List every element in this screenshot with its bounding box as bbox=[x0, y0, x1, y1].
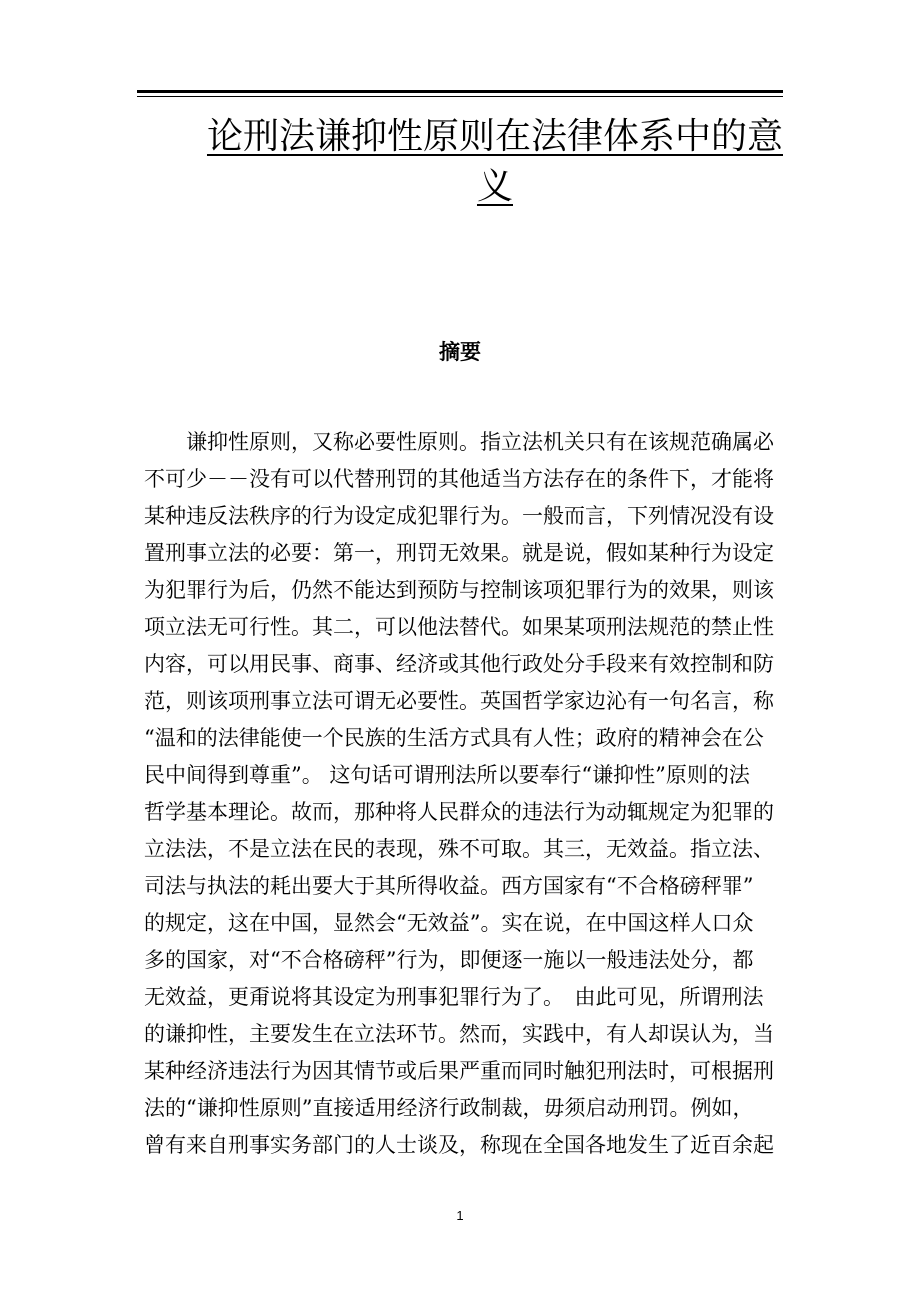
body-line: 内容，可以用民事、商事、经济或其他行政处分手段来有效控制和防 bbox=[144, 652, 774, 676]
body-line: 范，则该项刑事立法可谓无必要性。英国哲学家边沁有一句名言，称 bbox=[144, 689, 774, 713]
abstract-body bbox=[144, 424, 784, 1164]
body-line: 的规定，这在中国，显然会“无效益”。实在说，在中国这样人口众 bbox=[144, 911, 754, 935]
document-title bbox=[200, 112, 790, 212]
body-line: 民中间得到尊重”。 这句话可谓刑法所以要奉行“谦抑性”原则的法 bbox=[144, 763, 750, 787]
body-line: 法的“谦抑性原则”直接适用经济行政制裁，毋须启动刑罚。例如， bbox=[144, 1096, 754, 1120]
body-line: 立法法，不是立法在民的表现，殊不可取。其三，无效益。指立法、 bbox=[144, 837, 774, 861]
body-line: 的谦抑性，主要发生在立法环节。然而，实践中，有人却误认为，当 bbox=[144, 1022, 774, 1046]
header-rule-thick bbox=[137, 90, 783, 93]
page-number: 1 bbox=[456, 1208, 464, 1223]
body-line: 谦抑性原则，又称必要性原则。指立法机关只有在该规范确属必 bbox=[144, 430, 774, 454]
body-line: 某种违反法秩序的行为设定成犯罪行为。一般而言，下列情况没有设 bbox=[144, 504, 774, 528]
body-line: 哲学基本理论。故而，那种将人民群众的违法行为动辄规定为犯罪的 bbox=[144, 800, 774, 824]
body-line: 司法与执法的耗出要大于其所得收益。西方国家有“不合格磅秤罪” bbox=[144, 874, 754, 898]
body-line: “温和的法律能使一个民族的生活方式具有人性；政府的精神会在公 bbox=[144, 726, 764, 750]
abstract-heading: 摘要 bbox=[439, 340, 481, 364]
body-line: 多的国家，对“不合格磅秤”行为，即便逐一施以一般违法处分，都 bbox=[144, 948, 754, 972]
header-rule-thin bbox=[137, 96, 783, 97]
body-line: 某种经济违法行为因其情节或后果严重而同时触犯刑法时，可根据刑 bbox=[144, 1059, 774, 1083]
body-line: 项立法无可行性。其二，可以他法替代。如果某项刑法规范的禁止性 bbox=[144, 615, 774, 639]
title-line-2: 义 bbox=[476, 166, 513, 207]
body-line: 置刑事立法的必要：第一，刑罚无效果。就是说，假如某种行为设定 bbox=[144, 541, 774, 565]
body-line: 无效益，更甭说将其设定为刑事犯罪行为了。 由此可见，所谓刑法 bbox=[144, 985, 764, 1009]
title-line-1: 论刑法谦抑性原则在法律体系中的意 bbox=[206, 116, 783, 157]
body-line: 不可少－－没有可以代替刑罚的其他适当方法存在的条件下，才能将 bbox=[144, 467, 774, 491]
body-line: 曾有来自刑事实务部门的人士谈及，称现在全国各地发生了近百余起 bbox=[144, 1133, 774, 1157]
body-line: 为犯罪行为后，仍然不能达到预防与控制该项犯罪行为的效果，则该 bbox=[144, 578, 774, 602]
